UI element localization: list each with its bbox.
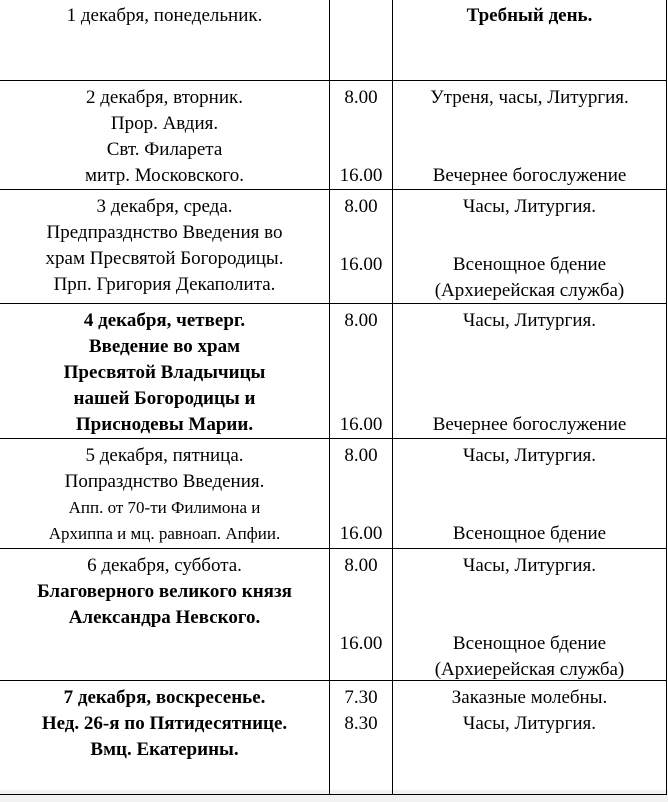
service-cell — [393, 304, 667, 439]
service-line: Часы, Литургия. — [462, 445, 597, 466]
date-line: Пресвятой Владычицы — [63, 362, 266, 383]
time-value: 16.00 — [339, 165, 383, 186]
service-line: Всенощное бдение — [452, 523, 607, 544]
table-row — [0, 0, 667, 81]
date-line: Благоверного великого князя — [37, 581, 292, 602]
date-line: Александра Невского. — [68, 607, 261, 628]
service-cell — [393, 0, 667, 81]
date-line: Прп. Григория Декаполита. — [53, 274, 276, 295]
table-row — [0, 549, 667, 681]
time-cell — [330, 81, 393, 190]
service-line: Всенощное бдение — [452, 633, 607, 654]
date-line: Апп. от 70-ти Филимона и — [68, 498, 261, 517]
date-line: Свт. Филарета — [106, 139, 223, 160]
table-row — [0, 681, 667, 795]
time-cell — [330, 190, 393, 304]
table-row — [0, 439, 667, 549]
table-row — [0, 190, 667, 304]
time-value: 8.30 — [344, 713, 378, 734]
service-line: Требный день. — [466, 5, 593, 26]
service-line: Часы, Литургия. — [462, 310, 597, 331]
date-line: храм Пресвятой Богородицы. — [45, 248, 284, 269]
table-row — [0, 304, 667, 439]
time-value: 16.00 — [339, 633, 383, 654]
time-value: 7.30 — [344, 687, 378, 708]
date-line: Вмц. Екатерины. — [90, 739, 239, 760]
date-line: Предпразднство Введения во — [46, 222, 283, 243]
table-row — [0, 81, 667, 190]
time-value: 8.00 — [344, 87, 378, 108]
service-line: Всенощное бдение — [452, 254, 607, 275]
service-line: (Архиерейская служба) — [434, 659, 625, 680]
service-line: Часы, Литургия. — [462, 713, 597, 734]
date-cell — [0, 681, 330, 795]
date-line: Попразднство Введения. — [64, 471, 265, 492]
date-line: нашей Богородицы и — [73, 388, 256, 409]
time-value: 8.00 — [344, 196, 378, 217]
date-line: 7 декабря, воскресенье. — [63, 687, 266, 708]
date-cell — [0, 190, 330, 304]
date-line: 4 декабря, четверг. — [83, 310, 246, 331]
time-cell — [330, 549, 393, 681]
date-line: Нед. 26-я по Пятидесятнице. — [41, 713, 288, 734]
service-line: Вечернее богослужение — [432, 165, 627, 186]
service-line: Утреня, часы, Литургия. — [430, 87, 629, 108]
date-line: Введение во храм — [88, 336, 241, 357]
service-cell — [393, 190, 667, 304]
date-cell — [0, 549, 330, 681]
time-value: 16.00 — [339, 254, 383, 275]
date-line: Приснодевы Марии. — [75, 414, 254, 435]
date-cell — [0, 0, 330, 81]
time-cell — [330, 439, 393, 549]
service-cell — [393, 681, 667, 795]
service-line: Часы, Литургия. — [462, 196, 597, 217]
time-value: 16.00 — [339, 523, 383, 544]
time-value: 16.00 — [339, 414, 383, 435]
date-line: 1 декабря, понедельник. — [66, 5, 263, 26]
service-cell — [393, 81, 667, 190]
time-value: 8.00 — [344, 555, 378, 576]
service-line: (Архиерейская служба) — [434, 280, 625, 301]
date-line: 5 декабря, пятница. — [85, 445, 244, 466]
service-cell — [393, 549, 667, 681]
service-line: Заказные молебны. — [451, 687, 608, 708]
service-line: Часы, Литургия. — [462, 555, 597, 576]
date-line: 6 декабря, суббота. — [87, 555, 242, 576]
time-cell — [330, 0, 393, 81]
date-line: Архиппа и мц. равноап. Апфии. — [48, 524, 281, 543]
date-cell — [0, 439, 330, 549]
time-cell — [330, 304, 393, 439]
date-line: 3 декабря, среда. — [96, 196, 233, 217]
date-line: митр. Московского. — [85, 165, 244, 186]
date-line: Прор. Авдия. — [110, 113, 219, 134]
date-cell — [0, 304, 330, 439]
time-value: 8.00 — [344, 445, 378, 466]
service-line: Вечернее богослужение — [432, 414, 627, 435]
service-cell — [393, 439, 667, 549]
date-line: 2 декабря, вторник. — [85, 87, 243, 108]
time-value: 8.00 — [344, 310, 378, 331]
time-cell — [330, 681, 393, 795]
date-cell — [0, 81, 330, 190]
